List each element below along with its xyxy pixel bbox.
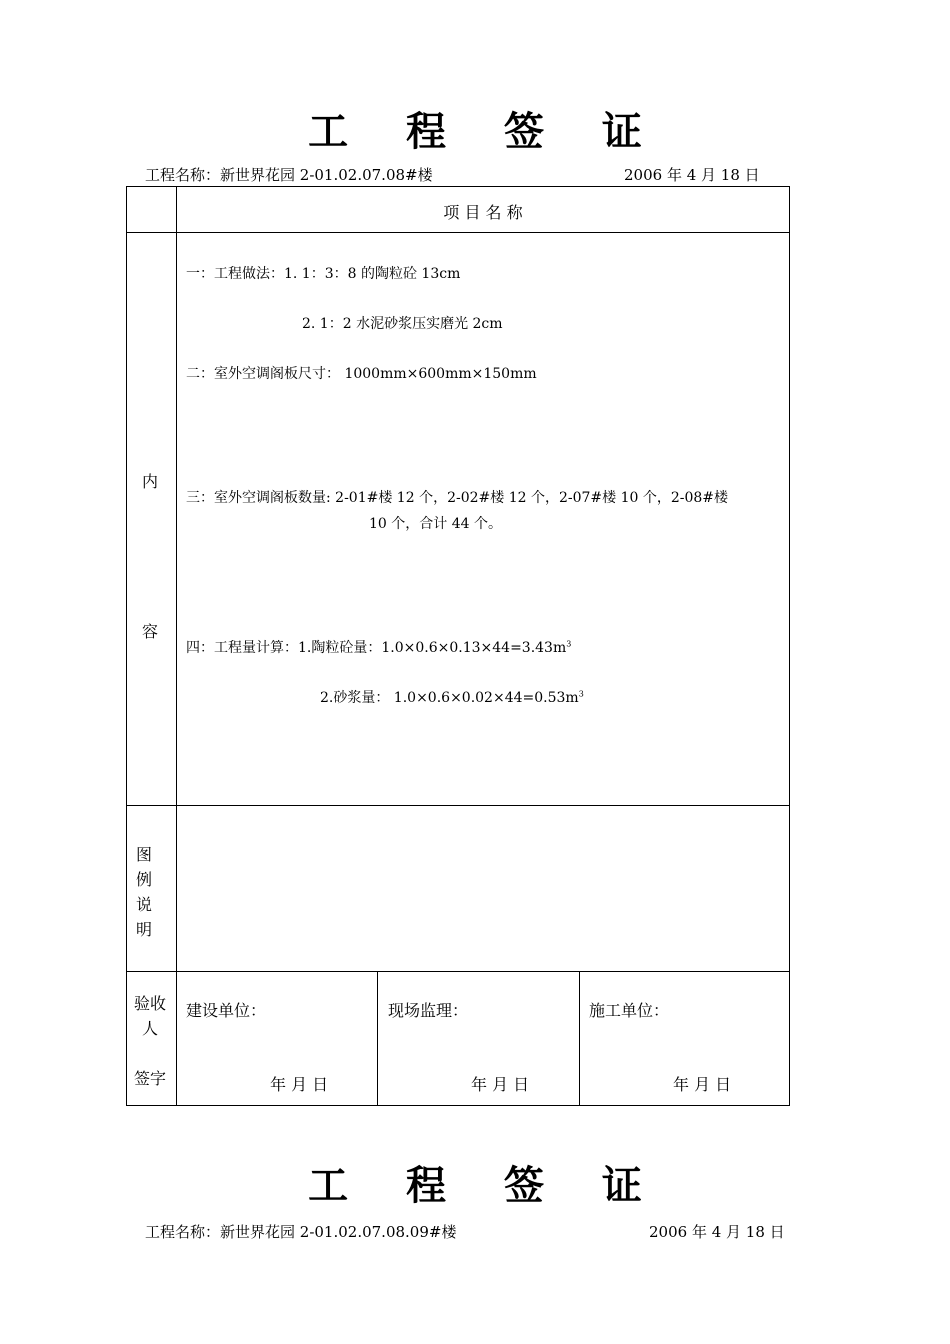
content-label-top: 内 — [142, 472, 159, 491]
content-line: 一：工程做法：1. 1：3：8 的陶粒砼 13cm — [186, 266, 461, 282]
page-title: 工 程 签 证 — [308, 1163, 664, 1209]
content-line: 2. 1：2 水泥砂浆压实磨光 2cm — [302, 316, 503, 332]
page-title: 工 程 签 证 — [308, 109, 664, 155]
acceptance-label: 人 — [142, 1019, 159, 1038]
project-name: 工程名称：新世界花园 2-01.02.07.08.09#楼 — [145, 1223, 457, 1241]
content-line: 四：工程量计算：1.陶粒砼量：$1.0\times 0.6\times 0.13\times 44=3.43m^3$ — [186, 639, 572, 656]
date: 2006 年 4 月 18 日 — [649, 1223, 785, 1241]
project-name: 工程名称：新世界花园 2-01.02.07.08#楼 — [145, 166, 433, 184]
acceptance-label: 验收 — [134, 994, 167, 1013]
date: 2006 年 4 月 18 日 — [624, 166, 760, 184]
item-name-header: 项 目 名 称 — [443, 203, 523, 222]
legend-label: 图 例 说 明 — [136, 845, 153, 939]
content-line: 三：室外空调阁板数量: 2-01#楼 12 个，2-02#楼 12 个，2-07#楼 10 个，2-08#楼 — [186, 490, 729, 506]
signature-label: 签字 — [134, 1069, 167, 1088]
content-line: 10 个，合计 44 个。 — [369, 516, 502, 532]
content-line: 2.砂浆量： $1.0\times 0.6\times 0.02\times 44=0.53m^3$ — [320, 689, 584, 706]
contractor-sign-date: 年 月 日 — [673, 1075, 732, 1094]
content-line: 二：室外空调阁板尺寸： 1000mm×600mm×150mm — [186, 366, 537, 382]
content-label-bottom: 容 — [142, 622, 159, 641]
supervisor-sign-date: 年 月 日 — [471, 1075, 530, 1094]
supervisor-label: 现场监理： — [388, 1001, 469, 1020]
owner-sign-date: 年 月 日 — [270, 1075, 329, 1094]
owner-unit-label: 建设单位： — [186, 1001, 267, 1020]
contractor-label: 施工单位： — [589, 1001, 670, 1020]
